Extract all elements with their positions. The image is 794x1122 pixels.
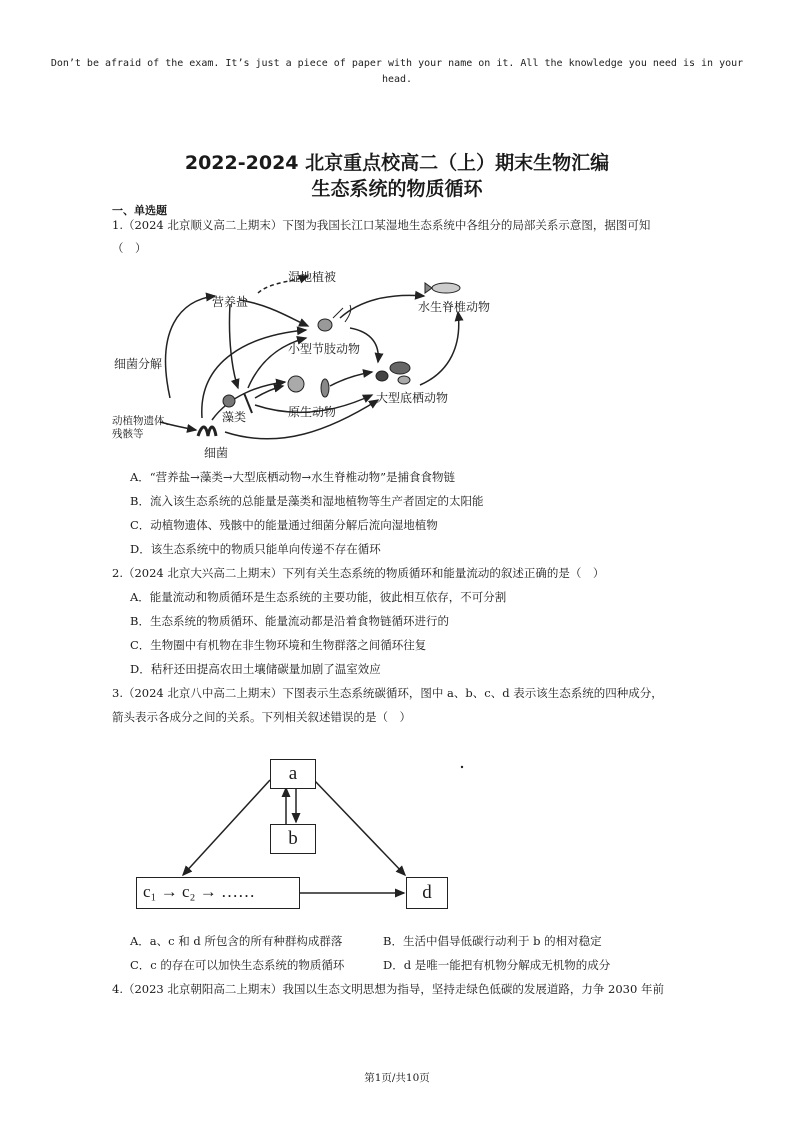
label-large-benthic: 大型底栖动物 (376, 391, 449, 405)
question-3-option-b[interactable]: B．生活中倡导低碳行动利于 b 的相对稳定 (383, 934, 602, 948)
question-1-option-c[interactable]: C．动植物遗体、残骸中的能量通过细菌分解后流向湿地植物 (130, 518, 438, 532)
label-aquatic-vertebrates: 水生脊椎动物 (418, 300, 491, 314)
question-3-stem: 3.（2024 北京八中高二上期末）下图表示生态系统碳循环，图中 a、b、c、d 表示该生态系统的四种成分， (112, 686, 663, 700)
label-remains: 动植物遗体、 (112, 415, 175, 427)
label-remains-cont: 残骸等 (112, 428, 144, 440)
question-2-option-c[interactable]: C．生物圈中有机物在非生物环境和生物群落之间循环往复 (130, 638, 427, 652)
question-3-stem-cont: 箭头表示各成分之间的关系。下列相关叙述错误的是（ ） (112, 710, 411, 724)
carbon-cycle-arrows (0, 740, 794, 920)
question-1-option-a[interactable]: A．“营养盐→藻类→大型底栖动物→水生脊椎动物”是捕食食物链 (130, 470, 455, 484)
box-c (136, 877, 300, 909)
label-nutrients: 营养盐 (212, 295, 249, 309)
box-b-label: b (288, 828, 298, 849)
label-protozoa: 原生动物 (288, 405, 337, 419)
question-1-option-d[interactable]: D．该生态系统中的物质只能单向传递不存在循环 (130, 542, 381, 556)
question-3-option-d[interactable]: D．d 是唯一能把有机物分解成无机物的成分 (383, 958, 611, 972)
box-d (406, 877, 448, 909)
page-footer: 第1页/共10页 (364, 1072, 430, 1084)
box-c-label: c₁ → c₂ → …… (143, 882, 255, 901)
box-a-label: a (288, 763, 298, 784)
label-small-arthropods: 小型节肢动物 (288, 342, 361, 356)
page-title: 2022-2024 北京重点校高二（上）期末生物汇编 (184, 152, 610, 174)
label-wetland-plants: 湿地植被 (288, 270, 337, 284)
box-b (270, 824, 316, 854)
page-subtitle: 生态系统的物质循环 (311, 178, 483, 200)
box-a (270, 759, 316, 789)
label-bacteria: 细菌 (204, 446, 229, 460)
question-3-option-a[interactable]: A．a、c 和 d 所包含的所有种群构成群落 (130, 934, 343, 948)
ecosystem-figure (0, 0, 794, 470)
header-quote: Don’t be afraid of the exam. It’s just a piece of paper with your name on it. All the knowledge you need is in your head. (50, 58, 744, 85)
question-2-option-b[interactable]: B．生态系统的物质循环、能量流动都是沿着食物链循环进行的 (130, 614, 449, 628)
carbon-cycle-figure (0, 740, 794, 920)
question-2-option-a[interactable]: A．能量流动和物质循环是生态系统的主要功能，彼此相互依存，不可分割 (130, 590, 507, 604)
section-label: 一、单选题 (112, 204, 167, 217)
question-1-stem-cont: （ ） (112, 241, 147, 255)
question-2-stem: 2.（2024 北京大兴高二上期末）下列有关生态系统的物质循环和能量流动的叙述正确的是（ ） (112, 566, 605, 580)
question-1-stem: 1.（2024 北京顺义高二上期末）下图为我国长江口某湿地生态系统中各组分的局部关系示意图，据图可知 (112, 218, 651, 232)
question-3-option-c[interactable]: C．c 的存在可以加快生态系统的物质循环 (130, 958, 345, 972)
label-algae: 藻类 (222, 410, 247, 424)
question-1-option-b[interactable]: B．流入该生态系统的总能量是藻类和湿地植物等生产者固定的太阳能 (130, 494, 484, 508)
question-4-stem: 4.（2023 北京朝阳高二上期末）我国以生态文明思想为指导，坚持走绿色低碳的发展道路，力争 2030 年前 (112, 982, 664, 996)
box-d-label: d (422, 882, 432, 903)
question-2-option-d[interactable]: D．秸秆还田提高农田土壤储碳量加剧了温室效应 (130, 662, 381, 676)
label-bacterial-decomposition: 细菌分解 (114, 357, 163, 371)
